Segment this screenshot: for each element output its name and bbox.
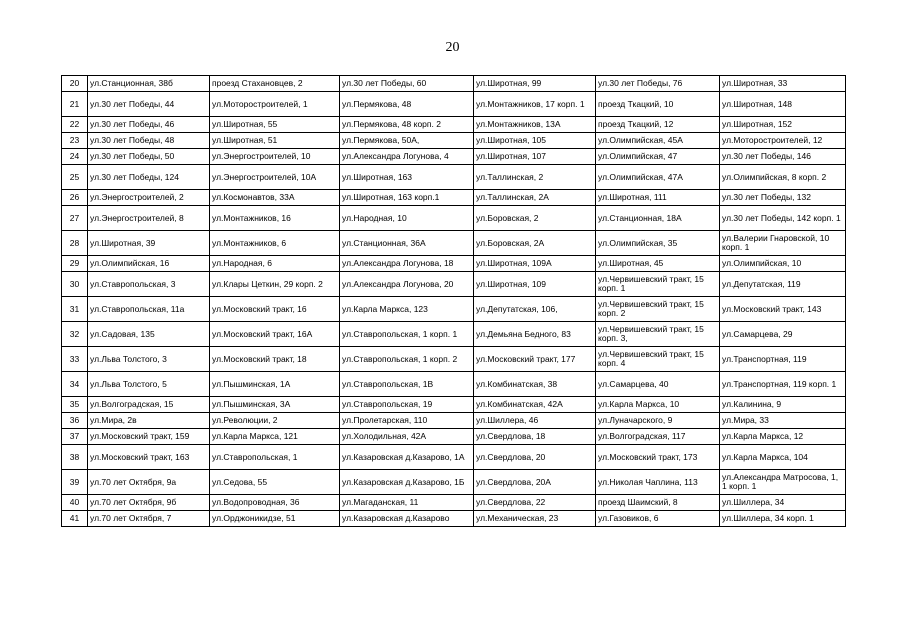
address-cell: ул.70 лет Октября, 7 <box>88 511 210 527</box>
table-row <box>62 347 846 372</box>
row-number: 20 <box>62 76 88 92</box>
address-cell: ул.Газовиков, 6 <box>596 511 720 527</box>
address-cell: ул.Широтная, 148 <box>720 92 846 117</box>
address-cell: ул.Комбинатская, 42А <box>474 397 596 413</box>
address-cell: ул.Широтная, 163 корп.1 <box>340 190 474 206</box>
address-cell: ул.Депутатская, 106, <box>474 297 596 322</box>
address-cell: ул.Червишевский тракт, 15 корп. 2 <box>596 297 720 322</box>
address-cell: ул.Космонавтов, 33А <box>210 190 340 206</box>
address-cell: ул.Московский тракт, 16А <box>210 322 340 347</box>
row-number: 26 <box>62 190 88 206</box>
address-cell: ул.Олимпийская, 35 <box>596 231 720 256</box>
address-cell: проезд Ткацкий, 12 <box>596 117 720 133</box>
address-cell: ул.Комбинатская, 38 <box>474 372 596 397</box>
address-cell: ул.Станционная, 18А <box>596 206 720 231</box>
row-number: 32 <box>62 322 88 347</box>
address-cell: ул.Монтажников, 6 <box>210 231 340 256</box>
table-row <box>62 470 846 495</box>
address-cell: ул.Олимпийская, 45А <box>596 133 720 149</box>
address-cell: ул.Самарцева, 29 <box>720 322 846 347</box>
row-number: 39 <box>62 470 88 495</box>
address-cell: ул.Депутатская, 119 <box>720 272 846 297</box>
address-cell: ул.Народная, 6 <box>210 256 340 272</box>
row-number: 24 <box>62 149 88 165</box>
address-cell: ул.Мира, 2в <box>88 413 210 429</box>
address-cell: ул.Волгоградская, 15 <box>88 397 210 413</box>
table-row <box>62 117 846 133</box>
address-cell: ул.30 лет Победы, 124 <box>88 165 210 190</box>
address-cell: ул.Карла Маркса, 123 <box>340 297 474 322</box>
table-row <box>62 92 846 117</box>
address-cell: ул.Широтная, 163 <box>340 165 474 190</box>
address-cell: ул.Станционная, 38б <box>88 76 210 92</box>
row-number: 28 <box>62 231 88 256</box>
address-cell: ул.Широтная, 109 <box>474 272 596 297</box>
address-cell: ул.Широтная, 109А <box>474 256 596 272</box>
table-row <box>62 165 846 190</box>
row-number: 40 <box>62 495 88 511</box>
address-cell: ул.Московский тракт, 177 <box>474 347 596 372</box>
table-row <box>62 149 846 165</box>
row-number: 27 <box>62 206 88 231</box>
address-cell: ул.Энергостроителей, 10А <box>210 165 340 190</box>
address-cell: ул.Широтная, 111 <box>596 190 720 206</box>
address-cell: ул.Московский тракт, 16 <box>210 297 340 322</box>
address-cell: ул.Карла Маркса, 121 <box>210 429 340 445</box>
address-cell: ул.70 лет Октября, 9б <box>88 495 210 511</box>
address-cell: ул.Широтная, 45 <box>596 256 720 272</box>
address-cell: ул.Николая Чаплина, 113 <box>596 470 720 495</box>
address-cell: ул.Садовая, 135 <box>88 322 210 347</box>
address-cell: ул.Холодильная, 42А <box>340 429 474 445</box>
row-number: 41 <box>62 511 88 527</box>
address-cell: ул.Транспортная, 119 <box>720 347 846 372</box>
address-cell: ул.Александра Логунова, 20 <box>340 272 474 297</box>
address-cell: ул.Шиллера, 34 корп. 1 <box>720 511 846 527</box>
table-row <box>62 397 846 413</box>
address-cell: ул.Московский тракт, 173 <box>596 445 720 470</box>
row-number: 34 <box>62 372 88 397</box>
address-cell: ул.Валерии Гнаровской, 10 корп. 1 <box>720 231 846 256</box>
address-cell: ул.Свердлова, 18 <box>474 429 596 445</box>
table-row <box>62 511 846 527</box>
address-cell: ул.Широтная, 51 <box>210 133 340 149</box>
address-cell: ул.Карла Маркса, 10 <box>596 397 720 413</box>
address-cell: ул.Широтная, 99 <box>474 76 596 92</box>
address-cell: ул.Революции, 2 <box>210 413 340 429</box>
address-cell: ул.30 лет Победы, 48 <box>88 133 210 149</box>
row-number: 35 <box>62 397 88 413</box>
address-cell: ул.Московский тракт, 143 <box>720 297 846 322</box>
address-cell: ул.Энергостроителей, 10 <box>210 149 340 165</box>
address-cell: ул.30 лет Победы, 46 <box>88 117 210 133</box>
table-row <box>62 495 846 511</box>
address-cell: ул.Пролетарская, 110 <box>340 413 474 429</box>
address-cell: ул.Народная, 10 <box>340 206 474 231</box>
address-cell: ул.Водопроводная, 36 <box>210 495 340 511</box>
address-cell: ул.Александра Матросова, 1, 1 корп. 1 <box>720 470 846 495</box>
table-row <box>62 256 846 272</box>
address-cell: ул.Московский тракт, 18 <box>210 347 340 372</box>
address-cell: ул.Александра Логунова, 4 <box>340 149 474 165</box>
address-cell: ул.Пермякова, 50А, <box>340 133 474 149</box>
address-cell: ул.Самарцева, 40 <box>596 372 720 397</box>
address-cell: ул.Моторостроителей, 1 <box>210 92 340 117</box>
address-cell: ул.Льва Толстого, 3 <box>88 347 210 372</box>
address-cell: ул.Калинина, 9 <box>720 397 846 413</box>
address-cell: ул.Московский тракт, 163 <box>88 445 210 470</box>
address-cell: ул.Шиллера, 46 <box>474 413 596 429</box>
address-cell: ул.Олимпийская, 47 <box>596 149 720 165</box>
address-cell: ул.Боровская, 2 <box>474 206 596 231</box>
table-row <box>62 76 846 92</box>
address-cell: ул.Карла Маркса, 12 <box>720 429 846 445</box>
address-cell: ул.Ставропольская, 1 <box>210 445 340 470</box>
address-cell: ул.Ставропольская, 1 корп. 1 <box>340 322 474 347</box>
address-cell: ул.Пышминская, 3А <box>210 397 340 413</box>
address-cell: ул.30 лет Победы, 50 <box>88 149 210 165</box>
address-cell: проезд Шаимский, 8 <box>596 495 720 511</box>
address-cell: ул.Казаровская д.Казарово, 1Б <box>340 470 474 495</box>
address-cell: ул.Демьяна Бедного, 83 <box>474 322 596 347</box>
address-cell: ул.Широтная, 152 <box>720 117 846 133</box>
address-cell: ул.Широтная, 107 <box>474 149 596 165</box>
row-number: 29 <box>62 256 88 272</box>
table-row <box>62 272 846 297</box>
address-cell: ул.Станционная, 36А <box>340 231 474 256</box>
address-cell: ул.Орджоникидзе, 51 <box>210 511 340 527</box>
address-cell: ул.Луначарского, 9 <box>596 413 720 429</box>
address-cell: ул.Казаровская д.Казарово, 1А <box>340 445 474 470</box>
address-cell: ул.70 лет Октября, 9а <box>88 470 210 495</box>
address-cell: ул.30 лет Победы, 142 корп. 1 <box>720 206 846 231</box>
table-row <box>62 206 846 231</box>
table-row <box>62 297 846 322</box>
address-cell: ул.Волгоградская, 117 <box>596 429 720 445</box>
address-cell: ул.Свердлова, 20 <box>474 445 596 470</box>
address-cell: ул.Транспортная, 119 корп. 1 <box>720 372 846 397</box>
address-cell: ул.Ставропольская, 19 <box>340 397 474 413</box>
address-cell: ул.Монтажников, 13А <box>474 117 596 133</box>
address-cell: ул.Широтная, 39 <box>88 231 210 256</box>
address-cell: ул.Энергостроителей, 8 <box>88 206 210 231</box>
address-cell: ул.Червишевский тракт, 15 корп. 4 <box>596 347 720 372</box>
address-cell: ул.Седова, 55 <box>210 470 340 495</box>
address-cell: ул.Магаданская, 11 <box>340 495 474 511</box>
address-cell: ул.Широтная, 55 <box>210 117 340 133</box>
address-cell: ул.Монтажников, 17 корп. 1 <box>474 92 596 117</box>
address-cell: проезд Ткацкий, 10 <box>596 92 720 117</box>
address-cell: ул.Боровская, 2А <box>474 231 596 256</box>
address-cell: ул.Олимпийская, 8 корп. 2 <box>720 165 846 190</box>
table-row <box>62 190 846 206</box>
address-cell: ул.Механическая, 23 <box>474 511 596 527</box>
address-cell: ул.Мира, 33 <box>720 413 846 429</box>
address-cell: ул.30 лет Победы, 146 <box>720 149 846 165</box>
address-cell: ул.Льва Толстого, 5 <box>88 372 210 397</box>
row-number: 21 <box>62 92 88 117</box>
address-cell: ул.Казаровская д.Казарово <box>340 511 474 527</box>
address-cell: ул.Ставропольская, 3 <box>88 272 210 297</box>
address-cell: ул.Монтажников, 16 <box>210 206 340 231</box>
address-cell: ул.Таллинская, 2А <box>474 190 596 206</box>
address-cell: ул.Свердлова, 22 <box>474 495 596 511</box>
address-cell: ул.Шиллера, 34 <box>720 495 846 511</box>
page-number: 20 <box>445 40 460 55</box>
address-cell: ул.30 лет Победы, 132 <box>720 190 846 206</box>
row-number: 33 <box>62 347 88 372</box>
address-cell: ул.Карла Маркса, 104 <box>720 445 846 470</box>
address-cell: ул.Моторостроителей, 12 <box>720 133 846 149</box>
address-cell: ул.Александра Логунова, 18 <box>340 256 474 272</box>
address-cell: ул.30 лет Победы, 44 <box>88 92 210 117</box>
address-cell: ул.Пермякова, 48 корп. 2 <box>340 117 474 133</box>
row-number: 37 <box>62 429 88 445</box>
address-cell: ул.Энергостроителей, 2 <box>88 190 210 206</box>
address-cell: ул.Ставропольская, 1 корп. 2 <box>340 347 474 372</box>
address-cell: ул.Олимпийская, 10 <box>720 256 846 272</box>
table-row <box>62 133 846 149</box>
row-number: 25 <box>62 165 88 190</box>
address-cell: ул.Московский тракт, 159 <box>88 429 210 445</box>
address-table-body <box>62 76 846 527</box>
table-row <box>62 445 846 470</box>
address-cell: ул.30 лет Победы, 60 <box>340 76 474 92</box>
address-cell: ул.Широтная, 33 <box>720 76 846 92</box>
address-table <box>61 75 846 527</box>
address-cell: ул.Широтная, 105 <box>474 133 596 149</box>
address-cell: ул.Свердлова, 20А <box>474 470 596 495</box>
row-number: 31 <box>62 297 88 322</box>
address-cell: ул.Пышминская, 1А <box>210 372 340 397</box>
address-cell: ул.Ставропольская, 11а <box>88 297 210 322</box>
table-row <box>62 322 846 347</box>
table-row <box>62 231 846 256</box>
table-row <box>62 429 846 445</box>
row-number: 30 <box>62 272 88 297</box>
row-number: 22 <box>62 117 88 133</box>
address-cell: ул.Червишевский тракт, 15 корп. 1 <box>596 272 720 297</box>
address-cell: ул.Олимпийская, 47А <box>596 165 720 190</box>
address-cell: ул.Таллинская, 2 <box>474 165 596 190</box>
table-row <box>62 372 846 397</box>
address-cell: ул.Пермякова, 48 <box>340 92 474 117</box>
table-row <box>62 413 846 429</box>
address-cell: ул.Олимпийская, 16 <box>88 256 210 272</box>
row-number: 38 <box>62 445 88 470</box>
address-cell: ул.Ставропольская, 1В <box>340 372 474 397</box>
address-cell: ул.Червишевский тракт, 15 корп. 3, <box>596 322 720 347</box>
row-number: 36 <box>62 413 88 429</box>
address-cell: ул.30 лет Победы, 76 <box>596 76 720 92</box>
row-number: 23 <box>62 133 88 149</box>
address-cell: ул.Клары Цеткин, 29 корп. 2 <box>210 272 340 297</box>
address-cell: проезд Стахановцев, 2 <box>210 76 340 92</box>
